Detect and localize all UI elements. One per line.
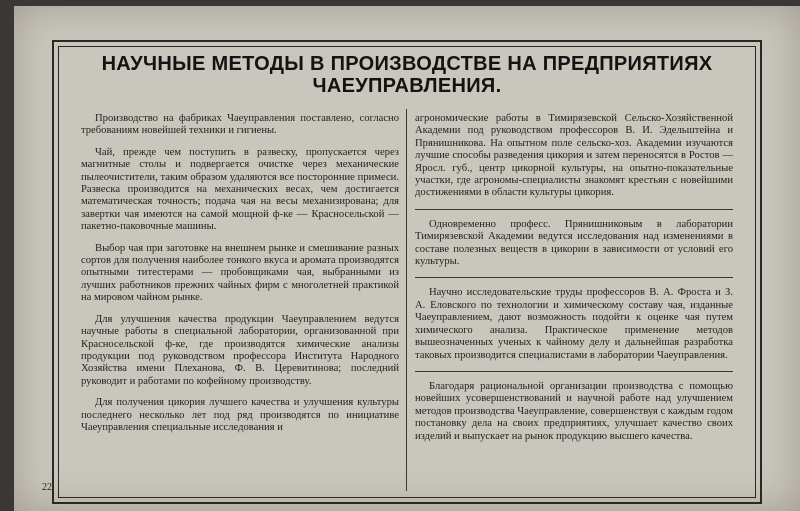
page-number: 22 (42, 482, 52, 493)
left-paragraph-2: Чай, прежде чем поступить в развеску, пропускается через магнитные столы и подвергается очистке через механические пылеочистители, таким образом удаляются все посторонние примеси. Развеска производится на механических весах, чем достигается математическая точность; подача чая на весы механизирована; для завертки чая имеются на самой мощной ф-ке — Красносельской — пакетно-паковочные машины. (81, 146, 399, 233)
right-paragraph-3: Благодаря рациональной организации производства с помощью новейших усовершенствований и научной работе над улучшением методов производства Чаеуправление, совершенствуя с каждым годом постановку дела на своих предприятиях, улучшает качество своих изделий и выпускает на рынок продукцию высшего качества. (415, 380, 733, 442)
left-column (81, 113, 399, 443)
left-paragraph-3: Выбор чая при заготовке на внешнем рынке и смешивание разных сортов для получения наиболее тонкого вкуса и аромата производятся опытными титестерами — пробовщиками чая, выбранными из лучших работников прежних чайных фирм с многолетней практикой на мировом чайном рынке. (81, 242, 399, 304)
magazine-page (14, 6, 800, 511)
left-paragraph-5: Для получения цикория лучшего качества и улучшения культуры последнего несколько лет под ряд производятся по инициативе Чаеуправления специальные исследования и (81, 397, 399, 433)
right-paragraph-2: Научно исследовательские труды профессоров В. А. Фроста и З. А. Еловского по технологии и химическому составу чая, изданные Чаеуправлением, дают возможность подойти к оценке чая путем химического анализа. Практическое применение методов вышеозначенных ученых к чайному делу и дальнейшая разработка таковых производится специалистами в лаборатории Чаеуправления. (415, 287, 733, 361)
section-separator (415, 209, 733, 210)
right-paragraph-continuation: агрономические работы в Тимирязевской Сельско-Хозяйственной Академии под руководством профессоров В. И. Эдельштейна и Прянишникова. На опытном поле сельско-хоз. Академии изучаются лучшие способы разведения цикория и затем переносятся в Ростов — Яросл. губ., центр цикорной культуры, на опытно-показательные участки, где агрономы-специалисты знакомят крестьян с новейшими достижениями в области культуры цикория. (415, 113, 733, 199)
section-separator (415, 277, 733, 278)
column-divider (406, 109, 407, 491)
right-paragraph-1: Одновременно професс. Прянишниковым в лаборатории Тимирязевской Академии ведутся исследования над изменениями в составе полезных веществ в цикории в зависимости от условий его культуры. (415, 218, 733, 268)
article-frame (52, 40, 762, 504)
left-paragraph-4: Для улучшения качества продукции Чаеуправлением ведутся научные работы в специальной лаборатории, организованной при Красносельской ф-ке, где производятся химические анализы продукции под руководством профессора Института Народного Хозяйства имени Плеханова, Ф. В. Церевитинова; последний руководит и работами по кофейному производству. (81, 313, 399, 387)
right-column (415, 113, 733, 452)
article-title: НАУЧНЫЕ МЕТОДЫ В ПРОИЗВОДСТВЕ НА ПРЕДПРИЯТИЯХ ЧАЕУПРАВЛЕНИЯ. (101, 53, 713, 97)
section-separator (415, 371, 733, 372)
article-inner-border (58, 46, 756, 498)
left-paragraph-1: Производство на фабриках Чаеуправления поставлено, согласно требованиям новейшей техники и гигиены. (81, 113, 399, 137)
